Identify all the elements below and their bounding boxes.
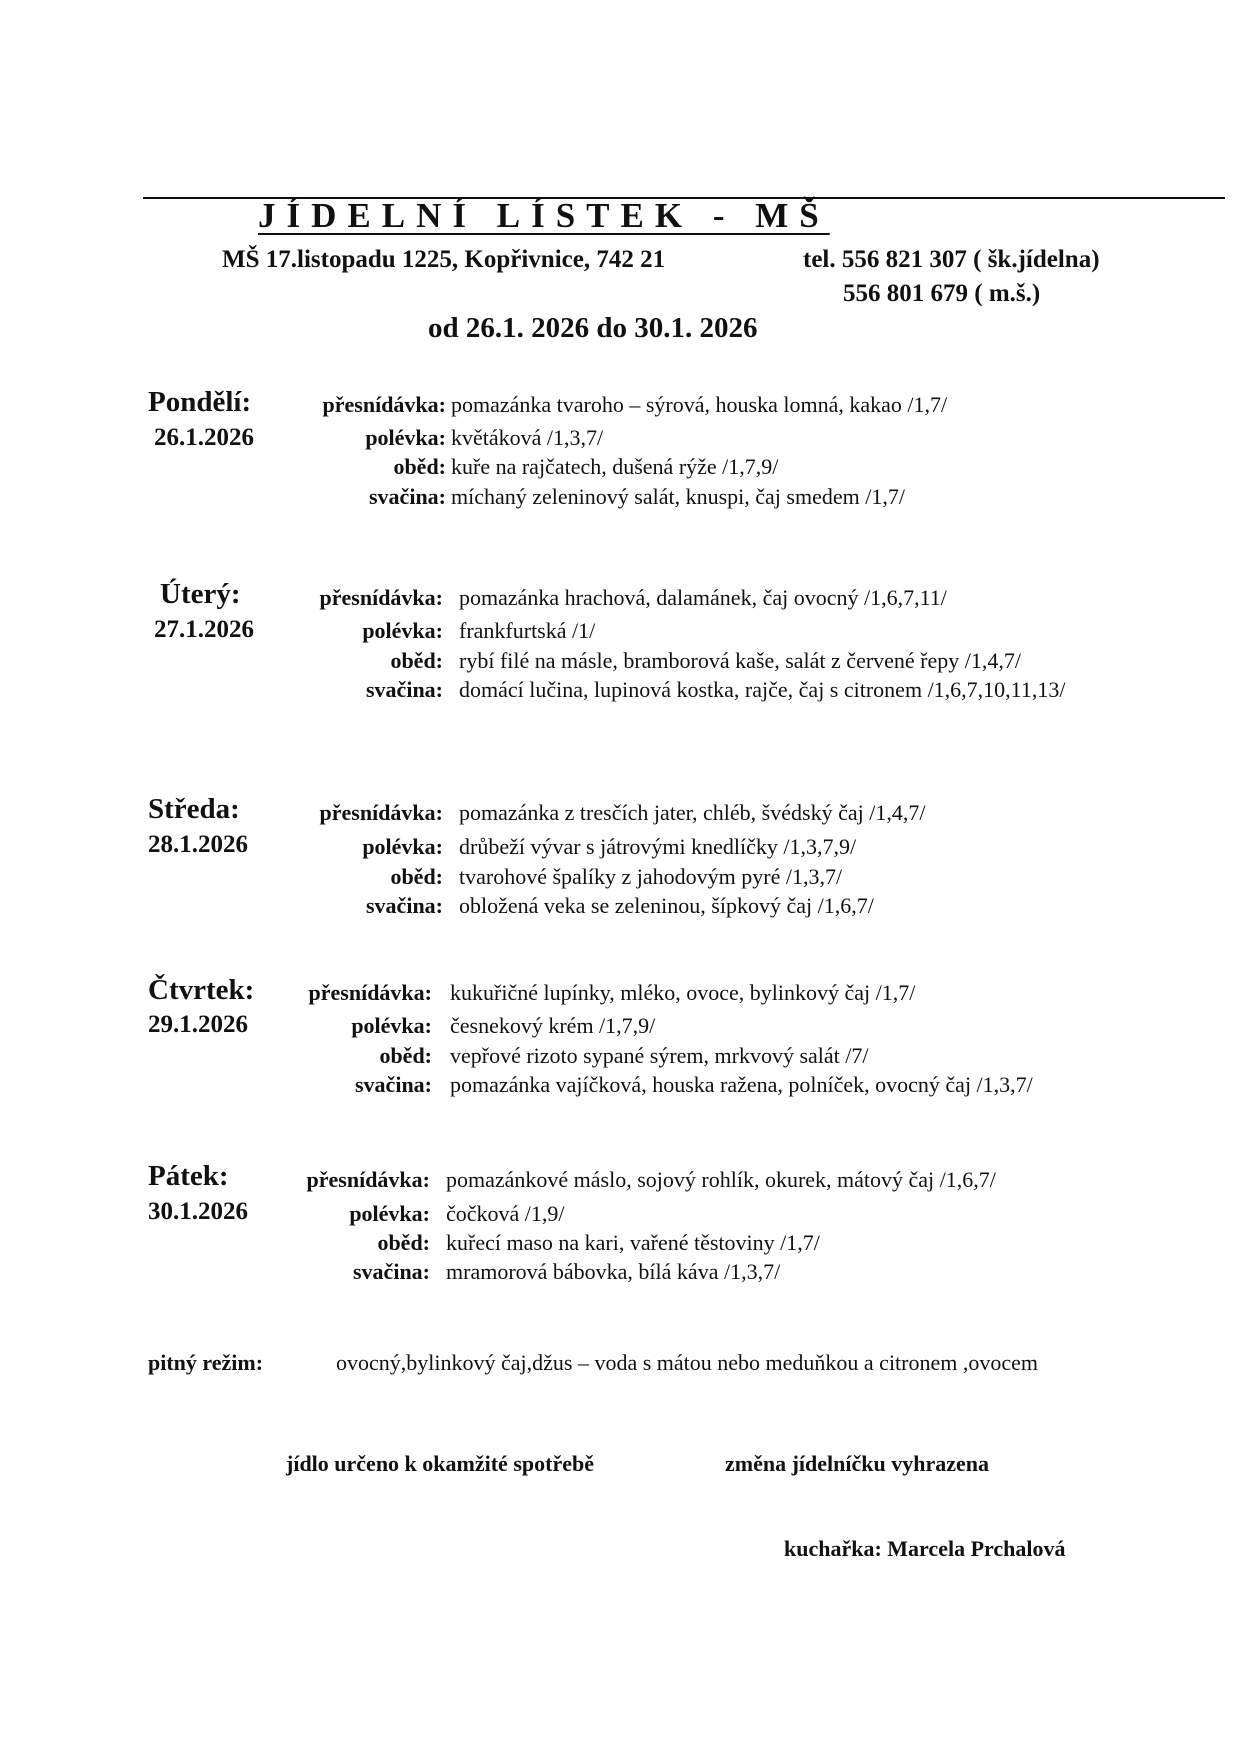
day-name: Úterý:	[160, 578, 241, 610]
label-svacina: svačina:	[353, 1259, 430, 1284]
label-svacina: svačina:	[366, 677, 443, 702]
drinks-text: ovocný,bylinkový čaj,džus – voda s mátou nebo meduňkou a citronem ,ovocem	[336, 1350, 1039, 1375]
label-presnidavka: přesnídávka:	[308, 980, 432, 1005]
label-polevka: polévka:	[362, 834, 443, 859]
day-name: Středa:	[148, 793, 240, 825]
label-obed: oběd:	[379, 1043, 432, 1068]
label-obed: oběd:	[390, 864, 443, 889]
day-date: 28.1.2026	[148, 831, 248, 858]
day-date: 29.1.2026	[148, 1011, 248, 1038]
value-presnidavka: pomazánka z tresčích jater, chléb, švédský čaj /1,4,7/	[459, 800, 926, 825]
label-presnidavka: přesnídávka:	[319, 800, 443, 825]
phone-canteen: tel. 556 821 307 ( šk.jídelna)	[803, 246, 1100, 273]
value-svacina: obložená veka se zeleninou, šípkový čaj /1,6,7/	[459, 893, 874, 918]
value-obed: kuřecí maso na kari, vařené těstoviny /1,7/	[446, 1230, 820, 1255]
value-obed: tvarohové špalíky z jahodovým pyré /1,3,7/	[459, 864, 843, 889]
label-svacina: svačina:	[355, 1072, 432, 1097]
value-svacina: míchaný zeleninový salát, knuspi, čaj smedem /1,7/	[451, 484, 905, 509]
value-obed: kuře na rajčatech, dušená rýže /1,7,9/	[451, 454, 779, 479]
day-date: 26.1.2026	[154, 424, 254, 451]
value-svacina: pomazánka vajíčková, houska ražena, polníček, ovocný čaj /1,3,7/	[450, 1072, 1033, 1097]
value-svacina: domácí lučina, lupinová kostka, rajče, čaj s citronem /1,6,7,10,11,13/	[459, 677, 1066, 702]
value-polevka: česnekový krém /1,7,9/	[450, 1013, 656, 1038]
label-obed: oběd:	[393, 454, 446, 479]
note-consume: jídlo určeno k okamžité spotřebě	[286, 1451, 594, 1476]
label-obed: oběd:	[390, 648, 443, 673]
value-polevka: květáková /1,3,7/	[451, 425, 604, 450]
label-polevka: polévka:	[351, 1013, 432, 1038]
label-obed: oběd:	[377, 1230, 430, 1255]
day-name: Pondělí:	[148, 386, 252, 418]
label-polevka: polévka:	[362, 618, 443, 643]
label-polevka: polévka:	[365, 425, 446, 450]
value-presnidavka: pomazánka tvaroho – sýrová, houska lomná, kakao /1,7/	[451, 392, 948, 417]
label-presnidavka: přesnídávka:	[319, 585, 443, 610]
page-title: JÍDELNÍ LÍSTEK - MŠ	[258, 196, 830, 235]
day-date: 27.1.2026	[154, 616, 254, 643]
label-presnidavka: přesnídávka:	[322, 392, 446, 417]
label-presnidavka: přesnídávka:	[306, 1167, 430, 1192]
value-polevka: drůbeží vývar s játrovými knedlíčky /1,3,7,9/	[459, 834, 857, 859]
drinks-label: pitný režim:	[148, 1350, 264, 1375]
label-svacina: svačina:	[369, 484, 446, 509]
date-range: od 26.1. 2026 do 30.1. 2026	[428, 312, 758, 344]
school-address: MŠ 17.listopadu 1225, Kopřivnice, 742 21	[222, 246, 666, 273]
day-name: Pátek:	[148, 1160, 229, 1192]
day-date: 30.1.2026	[148, 1198, 248, 1225]
value-polevka: čočková /1,9/	[446, 1201, 565, 1226]
label-svacina: svačina:	[366, 893, 443, 918]
label-polevka: polévka:	[349, 1201, 430, 1226]
value-svacina: mramorová bábovka, bílá káva /1,3,7/	[446, 1259, 781, 1284]
phone-kindergarten: 556 801 679 ( m.š.)	[843, 280, 1041, 307]
value-polevka: frankfurtská /1/	[459, 618, 596, 643]
day-name: Čtvrtek:	[148, 974, 255, 1006]
value-presnidavka: pomazánkové máslo, sojový rohlík, okurek, mátový čaj /1,6,7/	[446, 1167, 996, 1192]
value-presnidavka: kukuřičné lupínky, mléko, ovoce, bylinkový čaj /1,7/	[450, 980, 916, 1005]
note-change: změna jídelníčku vyhrazena	[725, 1451, 989, 1476]
value-presnidavka: pomazánka hrachová, dalamánek, čaj ovocný /1,6,7,11/	[459, 585, 947, 610]
value-obed: rybí filé na másle, bramborová kaše, salát z červené řepy /1,4,7/	[459, 648, 1021, 673]
value-obed: vepřové rizoto sypané sýrem, mrkvový salát /7/	[450, 1043, 869, 1068]
cook-signature: kuchařka: Marcela Prchalová	[784, 1536, 1066, 1561]
